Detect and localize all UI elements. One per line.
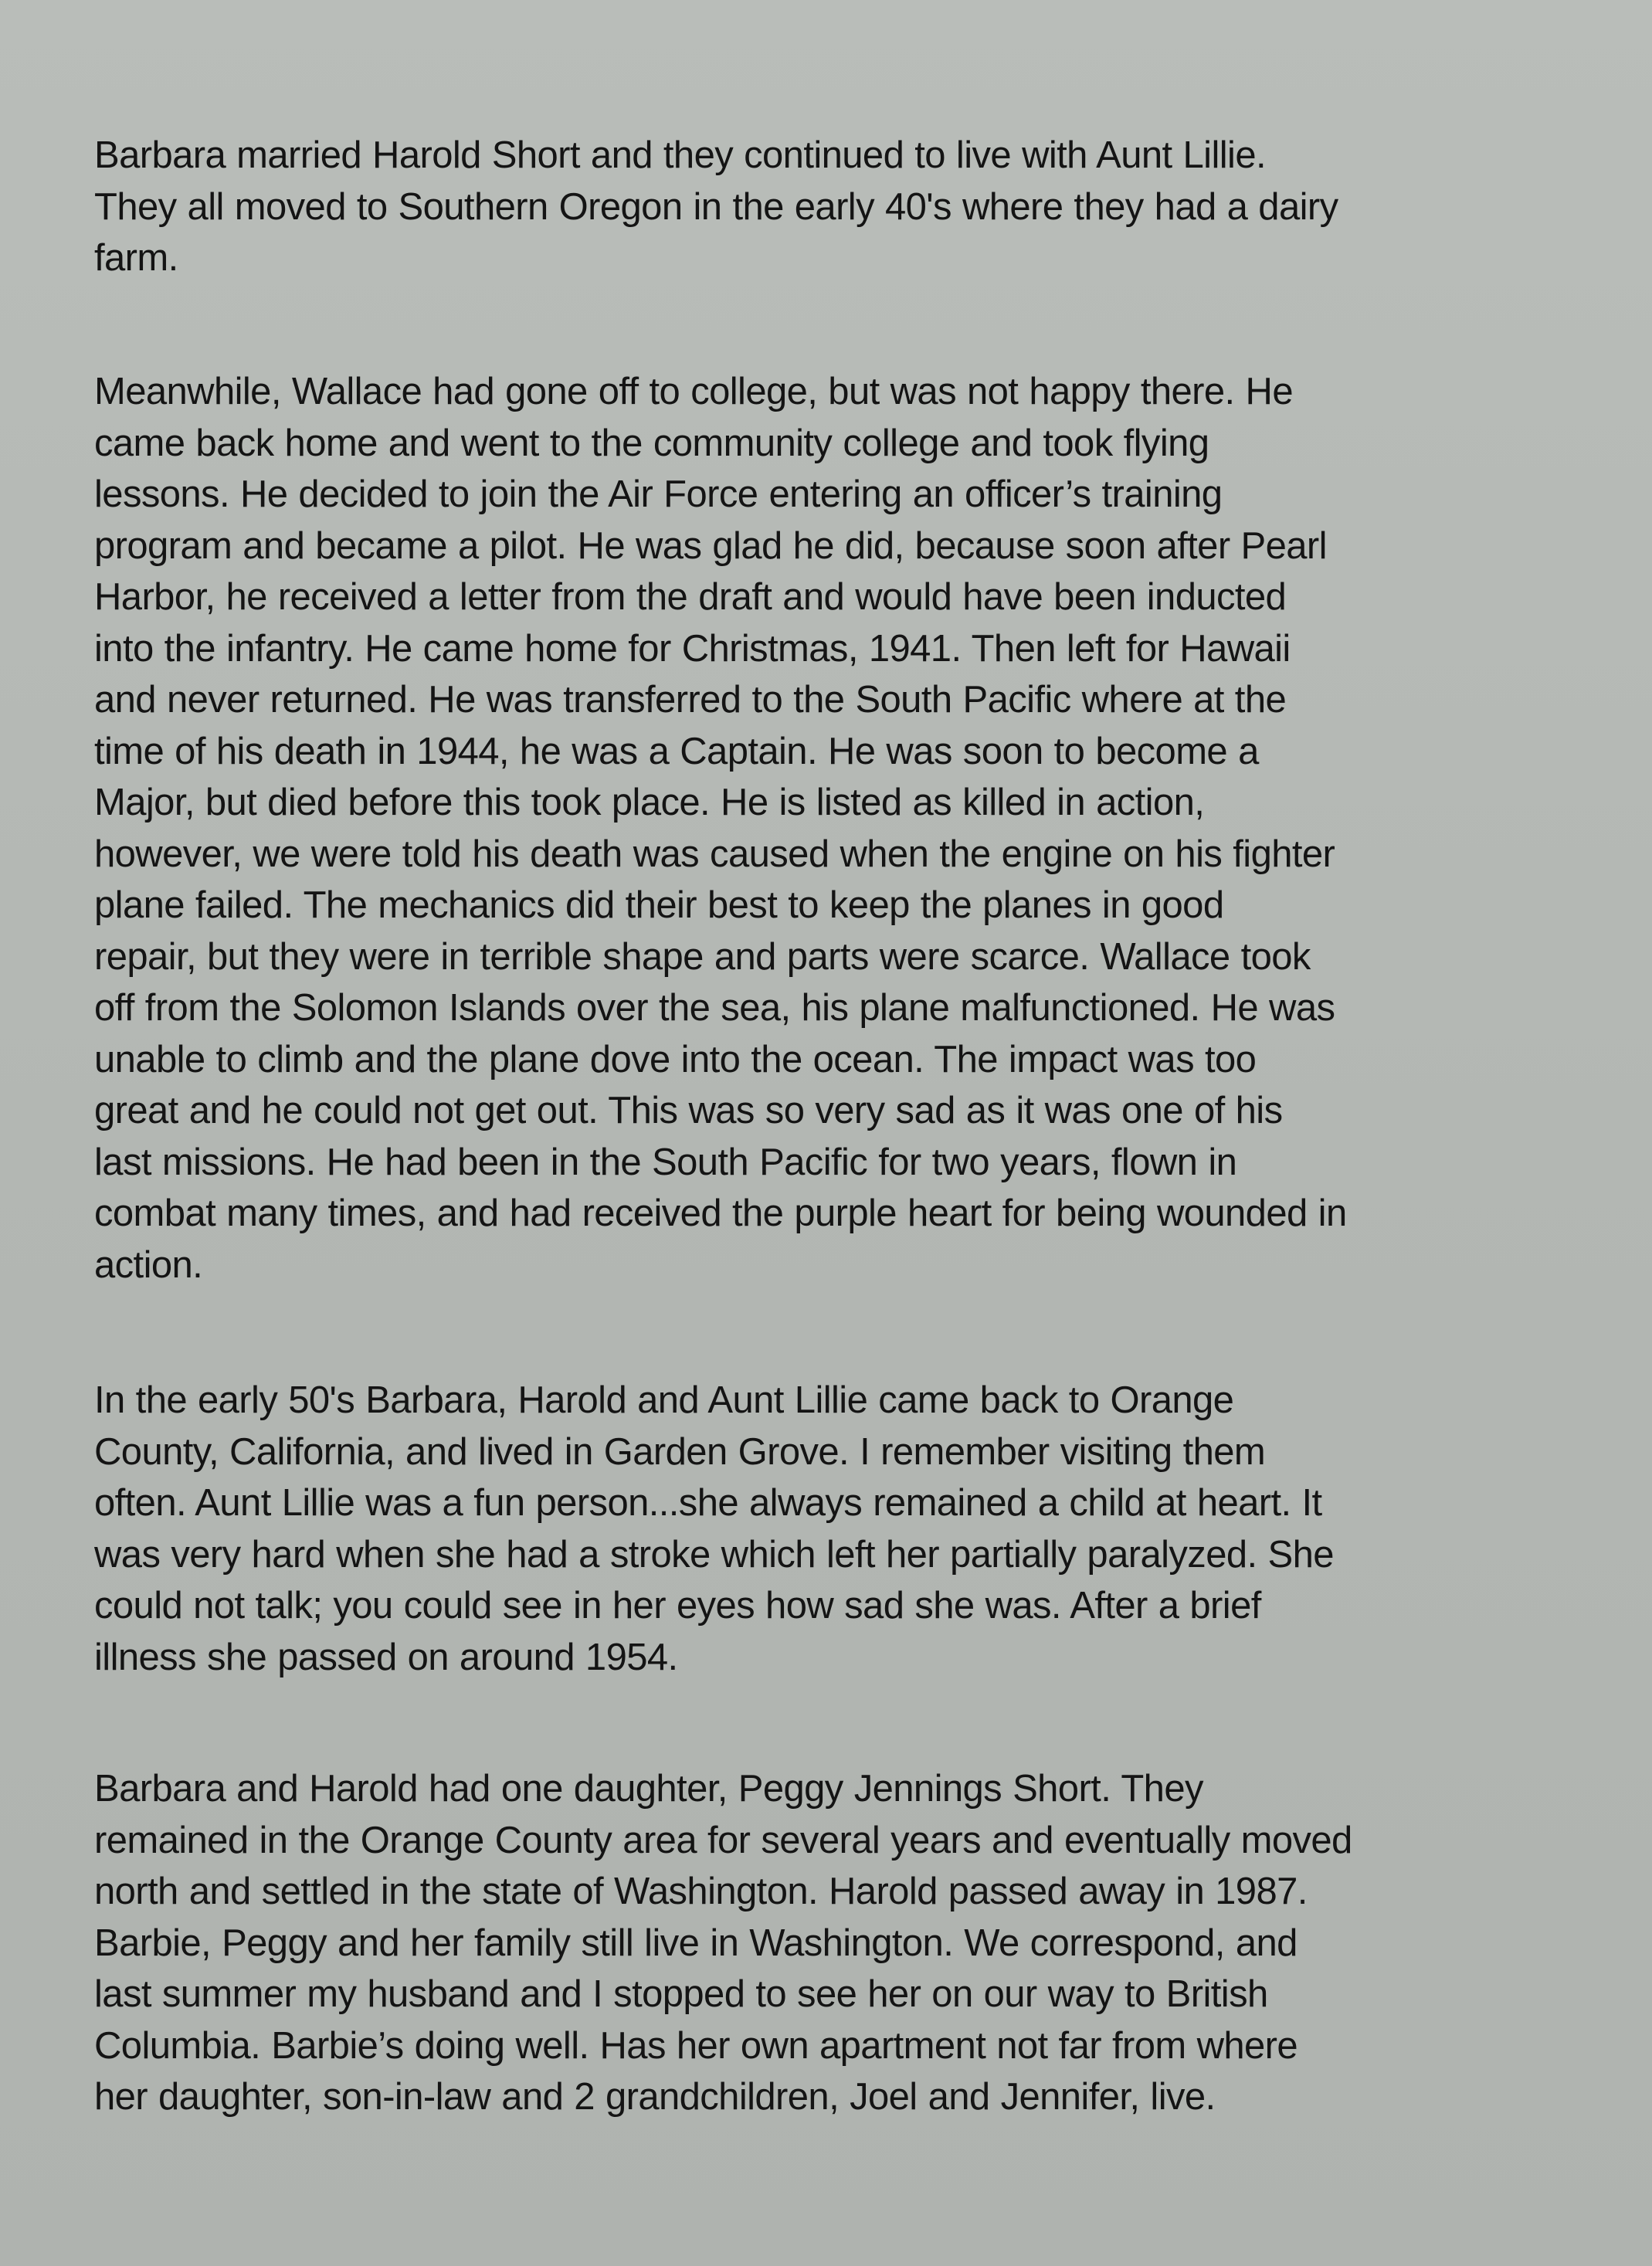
paragraph-peggy: Barbara and Harold had one daughter, Peggy Jennings Short. They remained in the Orange County area for several years and eventually moved north and settled in the state of Washington. Harold passed away in 1987. Barbie, Peggy and her family still live in Washington. We correspond, and last summer my husband and I stopped to see her on our way to British Columbia. Barbie’s doing well. Has her own apartment not far from where her daughter, son-in-law and 2 grandchildren, Joel and Jennifer, live.	[94, 1768, 1352, 2118]
paragraph-barbara-marriage: Barbara married Harold Short and they continued to live with Aunt Lillie. They all moved to Southern Oregon in the early 40's where they had a dairy farm.	[94, 134, 1338, 279]
paragraph-aunt-lillie: In the early 50's Barbara, Harold and Aunt Lillie came back to Orange County, California, and lived in Garden Grove. I remember visiting them often. Aunt Lillie was a fun person...she always remained a child at heart. It was very hard when she had a stroke which left her partially paralyzed. She could not talk; you could see in her eyes how sad she was. After a brief illness she passed on around 1954.	[94, 1379, 1334, 1678]
paragraph-wallace: Meanwhile, Wallace had gone off to college, but was not happy there. He came back home and went to the community college and took flying lessons. He decided to join the Air Force entering an officer’s training program and became a pilot. He was glad he did, because soon after Pearl Harbor, he received a letter from the draft and would have been inducted into the infantry. He came home for Christmas, 1941. Then left for Hawaii and never returned. He was transferred to the South Pacific where at the time of his death in 1944, he was a Captain. He was soon to become a Major, but died before this took place. He is listed as killed in action, however, we were told his death was caused when the engine on his fighter plane failed. The mechanics did their best to keep the planes in good repair, but they were in terrible shape and parts were scarce. Wallace took off from the Solomon Islands over the sea, his plane malfunctioned. He was unable to climb and the plane dove into the ocean. The impact was too great and he could not get out. This was so very sad as it was one of his last missions. He had been in the South Pacific for two years, flown in combat many times, and had received the purple heart for being wounded in action.	[94, 371, 1347, 1286]
